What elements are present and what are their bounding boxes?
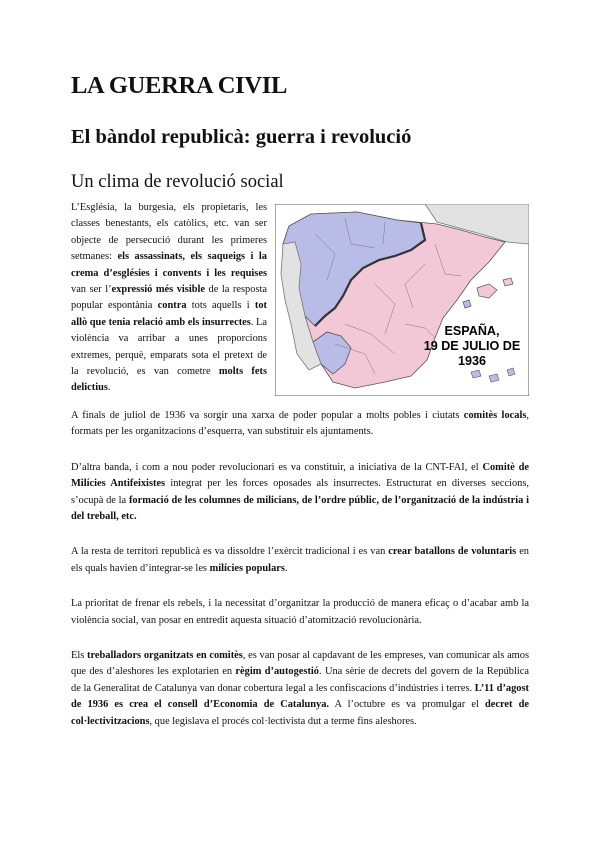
- paragraph: [71, 460, 529, 526]
- text-span: Els: [71, 650, 88, 662]
- paragraph: [71, 596, 529, 629]
- text-span: . La violència va arribar a unes proporcions extremes, perquè, emparats sota el pretext de la revolució, es van cometre: [71, 316, 268, 378]
- map-caption-line: 19 DE JULIO DE: [423, 339, 521, 353]
- bold-text: expressió més visible: [111, 284, 206, 296]
- bold-text: L’11 d’agost de 1936 es crea el consell d’Economia de Catalunya.: [71, 682, 529, 711]
- bold-text: formació de les columnes de milicians, de l’ordre públic, de l’organització de la indústria i del treball, etc.: [71, 494, 529, 523]
- text-span: de la resposta popular espontània: [71, 284, 267, 312]
- text-span: . Una sèrie de decrets del govern de la República de la Generalitat de Catalunya van donar cobertura legal a les confiscacions d’indústries i terres.: [71, 666, 529, 694]
- bold-text: crear batallons de voluntaris: [388, 546, 517, 558]
- text-span: .: [284, 562, 288, 574]
- text-span: van ser l’: [71, 284, 112, 296]
- bold-text: tot allò que tenia relació amb els insurrectes: [71, 300, 267, 328]
- bold-text: règim d’autogestió: [235, 666, 320, 678]
- page-title: LA GUERRA CIVIL: [71, 72, 288, 99]
- text-span: , formats per les organitzacions d’esquerra, van substituir els ajuntaments.: [71, 410, 529, 438]
- bold-text: els assassinats, els saqueigs i la crema d’esglésies i convents i les requises: [71, 251, 267, 279]
- bold-text: molts fets delictius: [71, 366, 267, 394]
- bold-text: contra: [157, 300, 187, 312]
- map-caption: [417, 324, 527, 369]
- bold-text: milícies populars: [209, 562, 285, 574]
- intro-paragraph: [71, 200, 267, 397]
- text-span: tots aquells i: [186, 300, 255, 312]
- text-span: A finals de juliol de 1936 va sorgir una xarxa de poder popular a molts pobles i ciutats: [71, 410, 464, 421]
- body-text: [71, 408, 529, 749]
- paragraph: [71, 648, 529, 730]
- text-span: L’Església, la burgesia, els propietaris, les classes benestants, els catòlics, etc. van ser objecte de persecució durant les primeres setmanes:: [71, 202, 267, 263]
- text-span: integrat per les forces oposades als insurrectes. Estructurat en diverses seccions, s’ocupà de la: [71, 478, 529, 506]
- map-caption-line: ESPAÑA,: [444, 324, 500, 338]
- text-span: D’altra banda, i com a nou poder revolucionari es va constituir, a iniciativa de la CNT-FAI, el: [71, 461, 483, 473]
- bold-text: comitès locals: [463, 410, 527, 421]
- section-heading: Un clima de revolució social: [71, 172, 284, 192]
- page-subtitle: El bàndol republicà: guerra i revolució: [71, 126, 412, 148]
- bold-text: Comitè de Milícies Antifeixistes: [71, 461, 529, 490]
- text-span: , que legislava el procés col·lectivista dut a terme fins aleshores.: [149, 715, 417, 727]
- paragraph: [71, 408, 529, 441]
- text-span: .: [107, 382, 111, 394]
- spain-1936-map: [275, 204, 529, 396]
- bold-text: treballadors organitzats en comitès: [87, 650, 243, 662]
- text-span: en els quals havien d’integrar-se les: [71, 546, 530, 574]
- bold-text: decret de col·lectivitzacions: [71, 699, 529, 727]
- map-caption-line: 1936: [457, 354, 487, 368]
- text-span: A la resta de territori republicà es va dissoldre l’exèrcit tradicional i es van: [71, 546, 389, 558]
- paragraph: [71, 544, 529, 577]
- text-span: La prioritat de frenar els rebels, i la necessitat d’organitzar la producció de manera eficaç o d’acabar amb la violència social, van posar en entredit aquesta situació d’atomització revolucionària.: [71, 598, 529, 626]
- text-span: , es van posar al capdavant de les empreses, van comunicar als amos que des d’aleshores les explotarien en: [71, 650, 529, 678]
- text-span: A l’octubre es va promulgar el: [329, 699, 485, 711]
